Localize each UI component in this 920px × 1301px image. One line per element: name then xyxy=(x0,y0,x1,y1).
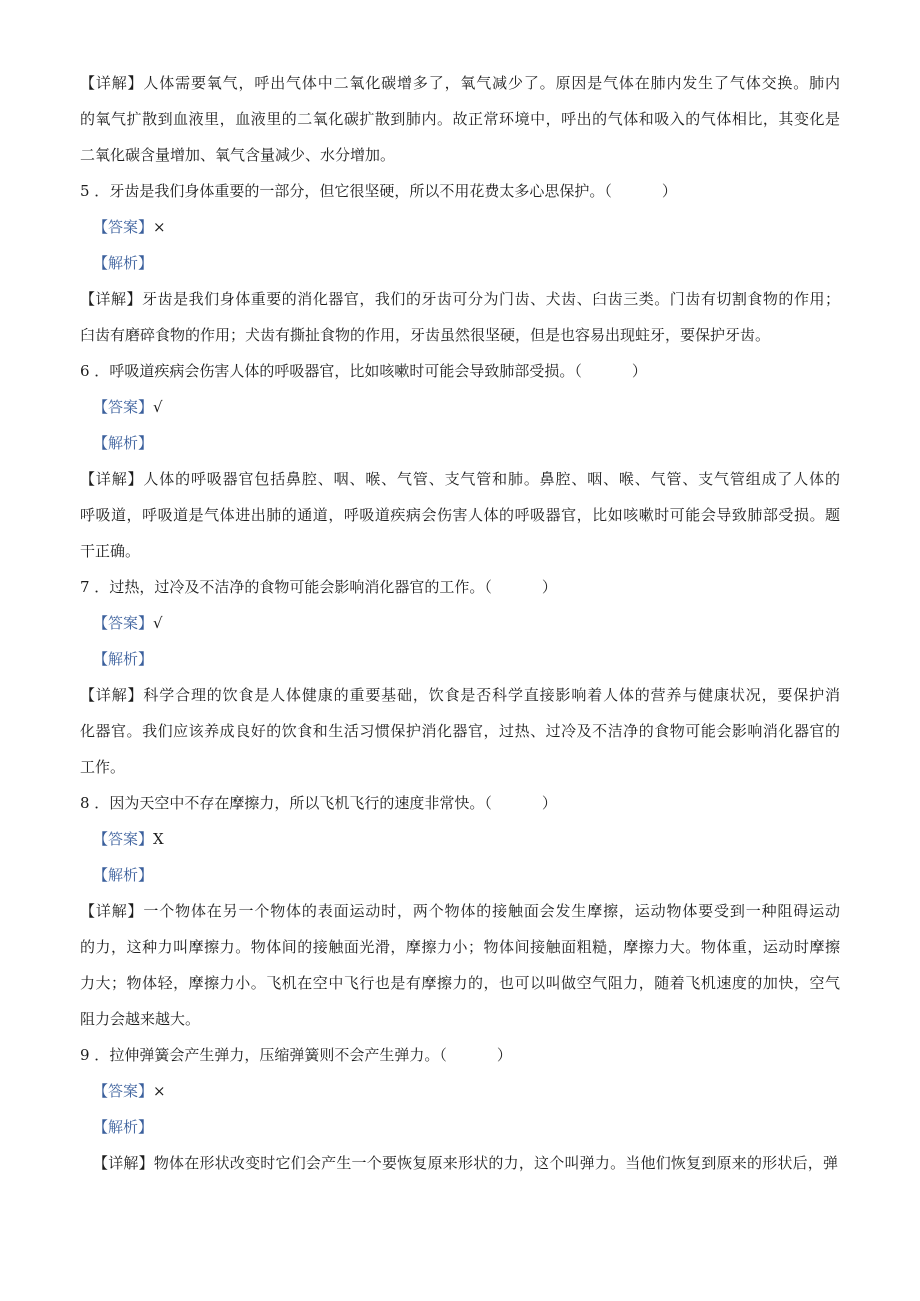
analysis-label: 【解析】 xyxy=(93,866,154,884)
question-7 xyxy=(80,569,840,605)
question-stem: 拉伸弹簧会产生弹力，压缩弹簧则不会产生弹力。 xyxy=(109,1046,440,1064)
answer-value: × xyxy=(153,218,166,236)
answer-label: 【答案】 xyxy=(93,218,154,236)
question-number: 8 ． xyxy=(80,794,110,812)
detail-line: 的力，这种力叫摩擦力。物体间的接触面光滑，摩擦力小；物体间接触面粗糙，摩擦力大。物体重，运动时摩擦 xyxy=(80,938,840,956)
detail-line: 力大；物体轻，摩擦力小。飞机在空中飞行也是有摩擦力的，也可以叫做空气阻力，随着飞机速度的加快，空气 xyxy=(80,974,840,992)
blank-open: （ xyxy=(484,578,492,596)
blank-close: ） xyxy=(541,794,557,812)
answer-label: 【答案】 xyxy=(93,1082,154,1100)
detail-line: 阻力会越来越大。 xyxy=(80,1010,201,1028)
analysis-label: 【解析】 xyxy=(93,254,154,272)
document-content xyxy=(80,65,840,1181)
answer-value: X xyxy=(153,830,164,848)
question-number: 6 ． xyxy=(80,362,110,380)
detail-line xyxy=(80,65,840,101)
detail-text: 牙齿是我们身体重要的消化器官，我们的牙齿可分为门齿、犬齿、臼齿三类。门齿有切割食物的作用； xyxy=(142,290,840,308)
question-stem: 呼吸道疾病会伤害人体的呼吸器官，比如咳嗽时可能会导致肺部受损。 xyxy=(109,362,575,380)
question-5 xyxy=(80,173,840,209)
detail-line: 呼吸道，呼吸道是气体进出肺的通道，呼吸道疾病会伤害人体的呼吸器官，比如咳嗽时可能会导致肺部受损。题 xyxy=(80,506,840,524)
answer-line xyxy=(80,821,840,857)
question-number: 9 ． xyxy=(80,1046,110,1064)
detail-line xyxy=(80,893,840,929)
answer-line xyxy=(80,209,840,245)
analysis-label: 【解析】 xyxy=(93,650,154,668)
answer-label: 【答案】 xyxy=(93,398,154,416)
detail-label: 【详解】 xyxy=(80,902,144,920)
analysis-line xyxy=(80,641,840,677)
answer-value: √ xyxy=(153,614,163,632)
detail-line: 工作。 xyxy=(80,758,126,776)
analysis-line xyxy=(80,425,840,461)
analysis-label: 【解析】 xyxy=(93,1118,154,1136)
detail-line: 的氧气扩散到血液里，血液里的二氧化碳扩散到肺内。故正常环境中，呼出的气体和吸入的气体相比，其变化是 xyxy=(80,110,840,128)
blank-open: （ xyxy=(574,362,582,380)
detail-text: 人体需要氧气，呼出气体中二氧化碳增多了，氧气减少了。原因是气体在肺内发生了气体交换。肺内 xyxy=(143,74,840,92)
detail-text: 物体在形状改变时它们会产生一个要恢复原来形状的力，这个叫弹力。当他们恢复到原来的形状后，弹 xyxy=(153,1154,838,1172)
detail-label: 【详解】 xyxy=(80,74,144,92)
detail-text: 一个物体在另一个物体的表面运动时，两个物体的接触面会发生摩擦，运动物体要受到一种阻碍运动 xyxy=(143,902,840,920)
blank-close: ） xyxy=(661,182,677,200)
blank-close: ） xyxy=(496,1046,512,1064)
blank-open: （ xyxy=(484,794,492,812)
detail-text: 人体的呼吸器官包括鼻腔、咽、喉、气管、支气管和肺。鼻腔、咽、喉、气管、支气管组成了人体的 xyxy=(143,470,840,488)
detail-line xyxy=(80,281,840,317)
detail-label: 【详解】 xyxy=(80,686,144,704)
detail-line: 干正确。 xyxy=(80,542,141,560)
answer-line xyxy=(80,1073,840,1109)
analysis-label: 【解析】 xyxy=(93,434,154,452)
question-stem: 牙齿是我们身体重要的一部分，但它很坚硬，所以不用花费太多心思保护。 xyxy=(109,182,605,200)
answer-value: × xyxy=(153,1082,166,1100)
question-number: 5 ． xyxy=(80,182,110,200)
detail-label: 【详解】 xyxy=(93,1154,154,1172)
analysis-line xyxy=(80,857,840,893)
answer-line xyxy=(80,389,840,425)
analysis-line xyxy=(80,245,840,281)
answer-label: 【答案】 xyxy=(93,614,154,632)
detail-line: 臼齿有磨碎食物的作用；犬齿有撕扯食物的作用，牙齿虽然很坚硬，但是也容易出现蛀牙，要保护牙齿。 xyxy=(80,326,771,344)
answer-value: √ xyxy=(153,398,163,416)
question-stem: 过热，过冷及不洁净的食物可能会影响消化器官的工作。 xyxy=(109,578,485,596)
blank-open: （ xyxy=(439,1046,447,1064)
detail-line xyxy=(80,1145,838,1181)
question-9 xyxy=(80,1037,840,1073)
question-stem: 因为天空中不存在摩擦力，所以飞机飞行的速度非常快。 xyxy=(109,794,485,812)
detail-line xyxy=(80,461,840,497)
detail-text: 科学合理的饮食是人体健康的重要基础，饮食是否科学直接影响着人体的营养与健康状况，要保护消 xyxy=(143,686,840,704)
blank-close: ） xyxy=(631,362,647,380)
detail-line: 二氧化碳含量增加、氧气含量减少、水分增加。 xyxy=(80,146,396,164)
answer-line xyxy=(80,605,840,641)
detail-line xyxy=(80,677,840,713)
question-number: 7 ． xyxy=(80,578,110,596)
detail-line: 化器官。我们应该养成良好的饮食和生活习惯保护消化器官，过热、过冷及不洁净的食物可能会影响消化器官的 xyxy=(80,722,840,740)
analysis-line xyxy=(80,1109,840,1145)
answer-label: 【答案】 xyxy=(93,830,154,848)
detail-label: 【详解】 xyxy=(80,290,143,308)
blank-close: ） xyxy=(541,578,557,596)
question-8 xyxy=(80,785,840,821)
detail-label: 【详解】 xyxy=(80,470,144,488)
question-6 xyxy=(80,353,840,389)
blank-open: （ xyxy=(604,182,612,200)
